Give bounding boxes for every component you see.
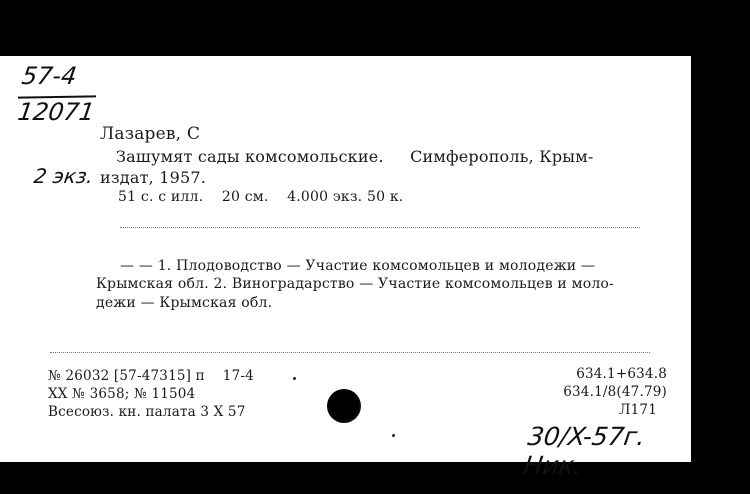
ink-dot	[293, 377, 296, 380]
subjects-line-3: дежи — Крымская обл.	[96, 295, 273, 311]
registration-number: № 26032 [57-47315] п 17-4	[48, 368, 254, 384]
shelf-mark-top: 57-4	[20, 62, 79, 90]
dotted-divider-2	[50, 352, 650, 353]
registration-series: XX № 3658; № 11504	[48, 386, 196, 402]
subjects-line-1: — — 1. Плодоводство — Участие комсомольцев и молодежи —	[120, 258, 596, 274]
classification-3: Л171	[619, 402, 657, 418]
title-line: Зашумят сады комсомольские. Симферополь, Крым-	[116, 147, 594, 166]
collation-line: 51 с. с илл. 20 см. 4.000 экз. 50 к.	[118, 189, 404, 205]
publisher-line: Всесоюз. кн. палата 3 X 57	[48, 404, 246, 420]
classification-1: 634.1+634.8	[576, 366, 667, 382]
subjects-line-2: Крымская обл. 2. Виноградарство — Участие комсомольцев и моло-	[96, 276, 614, 292]
shelf-mark-bottom: 12071	[16, 98, 97, 126]
classification-2: 634.1/8(47.79)	[563, 384, 667, 400]
author-heading: Лазарев, С	[100, 124, 201, 144]
dotted-divider-1	[120, 227, 640, 228]
catalog-card	[0, 56, 691, 480]
ink-dot	[392, 434, 395, 437]
handwritten-date: 30/X-57г. Ник.	[521, 422, 648, 480]
imprint-line: издат, 1957.	[100, 168, 207, 187]
copies-note: 2 экз.	[32, 164, 95, 188]
ink-blot	[327, 389, 361, 423]
